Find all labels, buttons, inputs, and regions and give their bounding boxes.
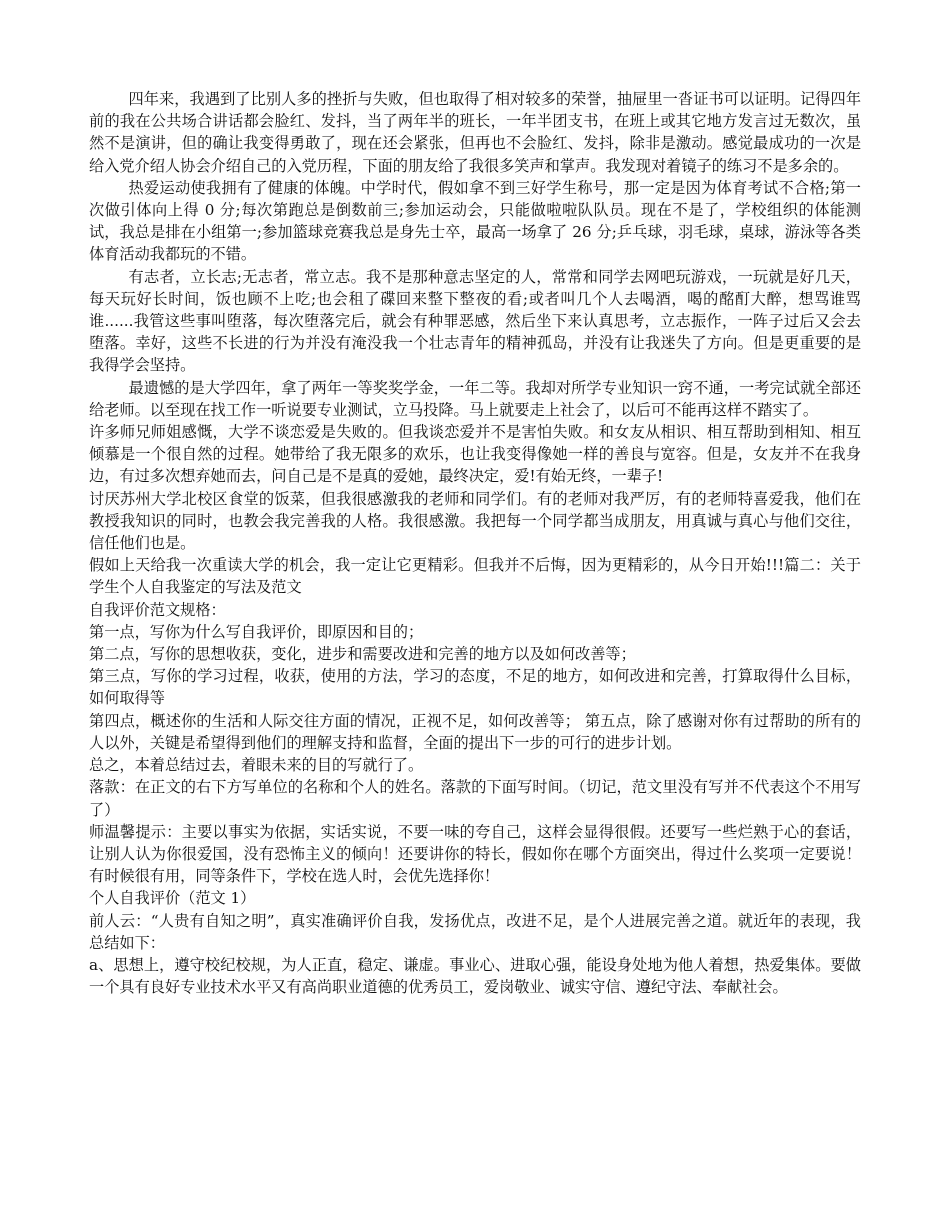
paragraph-sports: 热爱运动使我拥有了健康的体魄。中学时代，假如拿不到三好学生称号，那一定是因为体育考试不合格;第一次做引体向上得 0 分;每次第跑总是倒数前三;参加运动会，只能做啦啦队队员。现在不是了，学校组织的体能测试，我总是排在小组第一;参加篮球竞赛我总是身先士卒，最高一场拿了 26 分;乒乓球，羽毛球，桌球，游泳等各类体育活动我都玩的不错。 xyxy=(89,178,861,264)
paragraph-second-chance: 假如上天给我一次重读大学的机会，我一定让它更精彩。但我并不后悔，因为更精彩的，从今日开始!!!篇二：关于学生个人自我鉴定的写法及范文 xyxy=(89,556,861,597)
heading-sample-1: 个人自我评价（范文 1） xyxy=(89,889,256,908)
paragraph-teachers: 讨厌苏州大学北校区食堂的饭菜，但我很感激我的老师和同学们。有的老师对我严厉，有的老师特喜爱我，他们在教授我知识的同时，也教会我完善我的人格。我很感激。我把每一个同学都当成朋友，用真诚与真心与他们交往，信任他们也是。 xyxy=(89,489,861,553)
paragraph-tips: 师温馨提示：主要以事实为依据，实话实说，不要一味的夸自己，这样会显得很假。还要写一些烂熟于心的套话，让别人认为你很爱国，没有恐怖主义的倾向！还要讲你的特长，假如你在哪个方面突出，得过什么奖项一定要说！有时候很有用，同等条件下，学校在选人时，会优先选择你！ xyxy=(89,822,861,886)
paragraph-romance: 许多师兄师姐感慨，大学不谈恋爱是失败的。但我谈恋爱并不是害怕失败。和女友从相识、相互帮助到相知、相互倾慕是一个很自然的过程。她带给了我无限多的欢乐，也让我变得像她一样的善良与宽容。但是，女友并不在我身边，有过多次想弃她而去，问自己是不是真的爱她，最终决定，爱!有始无终，一辈子! xyxy=(89,423,861,486)
paragraph-preface: 前人云：“人贵有自知之明”，真实准确评价自我，发扬优点，改进不足，是个人进展完善之道。就近年的表现，我总结如下： xyxy=(89,911,861,952)
list-item-point-1: 第一点，写你为什么写自我评价，即原因和目的； xyxy=(89,622,424,641)
heading-format: 自我评价范文规格： xyxy=(89,600,226,619)
document-body xyxy=(89,88,861,998)
paragraph-regret: 最遗憾的是大学四年，拿了两年一等奖奖学金，一年二等。我却对所学专业知识一窍不通，一考完试就全部还给老师。以至现在找工作一听说要专业测试，立马投降。马上就要走上社会了，以后可不能再这样不踏实了。 xyxy=(89,378,861,419)
paragraph-four-years: 四年来，我遇到了比别人多的挫折与失败，但也取得了相对较多的荣誉，抽屉里一沓证书可以证明。记得四年前的我在公共场合讲话都会脸红、发抖，当了两年半的班长，一年半团支书，在班上或其它地方发言过无数次，虽然不是演讲，但的确让我变得勇敢了，现在还会紧张，但再也不会脸红、发抖，除非是激动。感觉最成功的一次是给入党介绍人协会介绍自己的入党历程，下面的朋友给了我很多笑声和掌声。我发现对着镜子的练习不是多余的。 xyxy=(89,90,861,175)
paragraph-signature-note: 落款：在正文的右下方写单位的名称和个人的姓名。落款的下面写时间。（切记，范文里没有写并不代表这个不用写了） xyxy=(89,778,861,819)
paragraph-summary: 总之，本着总结过去，着眼未来的目的写就行了。 xyxy=(89,756,424,775)
list-item-point-4-5: 第四点，概述你的生活和人际交往方面的情况，正视不足，如何改善等； 第五点，除了感谢对你有过帮助的所有的人以外，关键是希望得到他们的理解支持和监督，全面的提出下一步的可行的进步计划。 xyxy=(89,711,861,752)
paragraph-ideology: a、思想上，遵守校纪校规，为人正直，稳定、谦虚。事业心、进取心强，能设身处地为他人着想，热爱集体。要做一个具有良好专业技术水平又有高尚职业道德的优秀员工，爱岗敬业、诚实守信、遵纪守法、奉献社会。 xyxy=(89,955,861,997)
list-item-point-2: 第二点，写你的思想收获，变化，进步和需要改进和完善的地方以及如何改善等； xyxy=(89,645,636,664)
paragraph-ambition: 有志者，立长志;无志者，常立志。我不是那种意志坚定的人，常常和同学去网吧玩游戏，一玩就是好几天，每天玩好长时间，饭也顾不上吃;也会租了碟回来整下整夜的看;或者叫几个人去喝酒，喝的酩酊大醉，想骂谁骂谁......我管这些事叫堕落，每次堕落完后，就会有种罪恶感，然后坐下来认真思考，立志振作，一阵子过后又会去堕落。幸好，这些不长进的行为并没有淹没我一个壮志青年的精神孤岛，并没有让我迷失了方向。但是更重要的是我得学会坚持。 xyxy=(89,267,861,375)
list-item-point-3: 第三点，写你的学习过程，收获，使用的方法，学习的态度，不足的地方，如何改进和完善，打算取得什么目标，如何取得等 xyxy=(89,667,861,708)
